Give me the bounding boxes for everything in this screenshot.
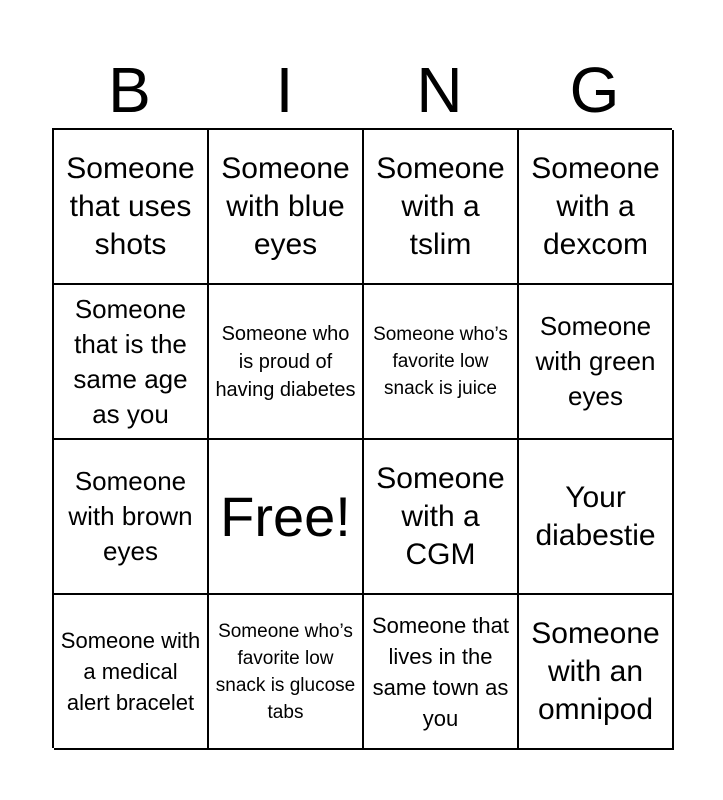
- cell-text: Someone with a medical alert bracelet: [60, 628, 201, 715]
- bingo-header: [52, 52, 672, 128]
- header-letter-g: G: [569, 54, 620, 126]
- cell-text: Your diabestie: [535, 480, 656, 552]
- header-letter-b: B: [108, 54, 151, 126]
- cell-text: Someone with a CGM: [376, 461, 505, 571]
- bingo-cell[interactable]: [364, 440, 519, 595]
- bingo-cell[interactable]: [364, 595, 519, 750]
- bingo-cell[interactable]: [519, 595, 674, 750]
- cell-text: Someone who is proud of having diabetes: [215, 322, 356, 401]
- bingo-cell[interactable]: [364, 285, 519, 440]
- cell-text: Someone with brown eyes: [68, 466, 193, 566]
- bingo-cell[interactable]: [209, 595, 364, 750]
- bingo-cell[interactable]: [209, 130, 364, 285]
- bingo-cell[interactable]: [54, 130, 209, 285]
- cell-text: Someone who’s favorite low snack is glucose tabs: [215, 620, 356, 723]
- cell-text: Someone with a tslim: [376, 151, 505, 261]
- free-space-cell[interactable]: [209, 440, 364, 595]
- bingo-cell[interactable]: [519, 285, 674, 440]
- cell-text: Someone with a dexcom: [531, 151, 660, 261]
- bingo-cell[interactable]: [54, 285, 209, 440]
- cell-text: Someone that uses shots: [66, 151, 195, 261]
- header-letter-i: I: [275, 54, 294, 126]
- bingo-cell[interactable]: [519, 130, 674, 285]
- bingo-cell[interactable]: [519, 440, 674, 595]
- bingo-cell[interactable]: [54, 440, 209, 595]
- header-letter-n: N: [416, 54, 463, 126]
- bingo-cell[interactable]: [364, 130, 519, 285]
- cell-text: Someone with an omnipod: [531, 616, 660, 726]
- cell-text: Someone that is the same age as you: [73, 293, 188, 429]
- bingo-cell[interactable]: [209, 285, 364, 440]
- cell-text: Someone that lives in the same town as you: [372, 612, 509, 731]
- cell-text: Someone who’s favorite low snack is juice: [373, 324, 508, 399]
- bingo-cell[interactable]: [54, 595, 209, 750]
- free-space-text: Free!: [220, 484, 351, 548]
- bingo-grid: [52, 128, 672, 748]
- cell-text: Someone with green eyes: [535, 311, 656, 411]
- cell-text: Someone with blue eyes: [221, 151, 350, 261]
